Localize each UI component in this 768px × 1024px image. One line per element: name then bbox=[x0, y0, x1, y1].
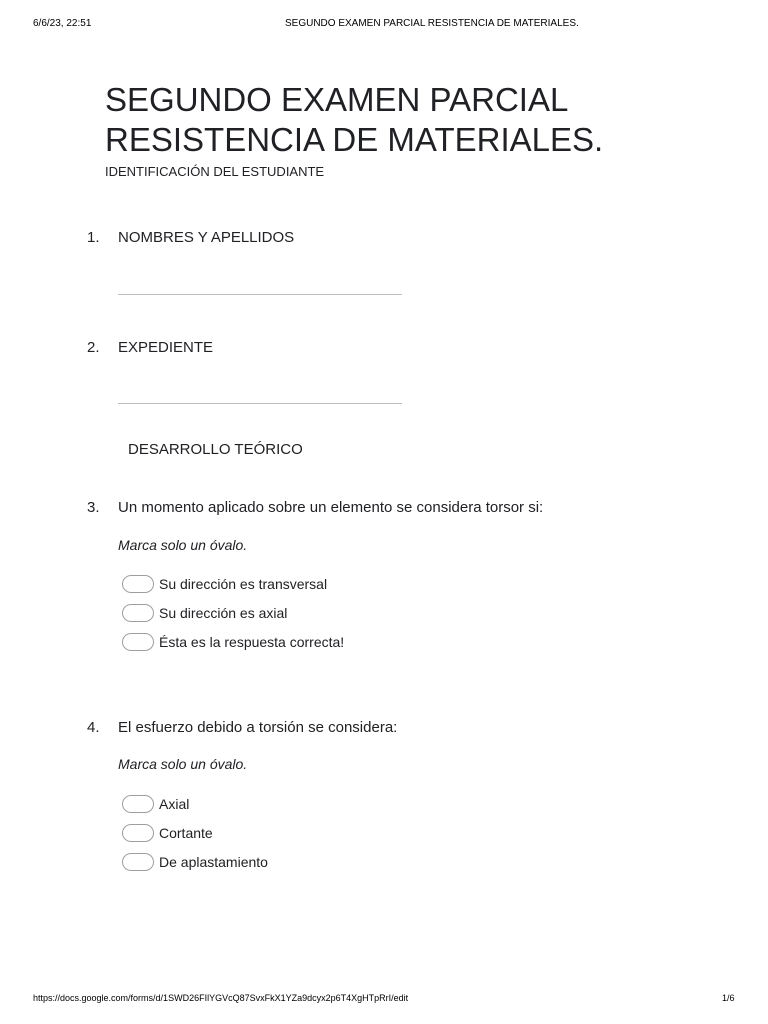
question-number: 3. bbox=[87, 499, 100, 516]
radio-option[interactable] bbox=[122, 604, 287, 622]
option-label: Su dirección es axial bbox=[159, 605, 288, 621]
section-title: DESARROLLO TEÓRICO bbox=[128, 441, 303, 458]
radio-oval-icon[interactable] bbox=[122, 853, 154, 871]
question-number: 2. bbox=[87, 339, 100, 356]
question-number: 4. bbox=[87, 719, 100, 736]
radio-option[interactable] bbox=[122, 633, 344, 651]
print-title: SEGUNDO EXAMEN PARCIAL RESISTENCIA DE MATERIALES. bbox=[285, 18, 579, 29]
radio-oval-icon[interactable] bbox=[122, 575, 154, 593]
option-label: Ésta es la respuesta correcta! bbox=[159, 634, 345, 650]
radio-option[interactable] bbox=[122, 575, 327, 593]
option-label: Axial bbox=[159, 796, 190, 812]
radio-oval-icon[interactable] bbox=[122, 795, 154, 813]
form-subtitle: IDENTIFICACIÓN DEL ESTUDIANTE bbox=[105, 164, 325, 179]
radio-option[interactable] bbox=[122, 853, 268, 871]
option-label: De aplastamiento bbox=[159, 854, 268, 870]
question-1 bbox=[87, 229, 294, 246]
title-line-2: RESISTENCIA DE MATERIALES. bbox=[105, 121, 604, 158]
answer-field-2[interactable] bbox=[118, 403, 402, 404]
answer-field-1[interactable] bbox=[118, 294, 402, 295]
question-text: NOMBRES Y APELLIDOS bbox=[118, 229, 295, 246]
question-4 bbox=[87, 719, 397, 736]
form-title bbox=[105, 80, 603, 160]
question-3 bbox=[87, 499, 543, 516]
question-2 bbox=[87, 339, 213, 356]
option-label: Su dirección es transversal bbox=[159, 576, 328, 592]
question-hint: Marca solo un óvalo. bbox=[118, 537, 248, 553]
radio-oval-icon[interactable] bbox=[122, 604, 154, 622]
question-text: El esfuerzo debido a torsión se considera: bbox=[118, 719, 398, 736]
title-line-1: SEGUNDO EXAMEN PARCIAL bbox=[105, 81, 569, 118]
page-number: 1/6 bbox=[722, 993, 735, 1003]
radio-option[interactable] bbox=[122, 795, 189, 813]
radio-oval-icon[interactable] bbox=[122, 633, 154, 651]
question-text: EXPEDIENTE bbox=[118, 339, 214, 356]
question-hint: Marca solo un óvalo. bbox=[118, 756, 248, 772]
question-number: 1. bbox=[87, 229, 100, 246]
question-text: Un momento aplicado sobre un elemento se considera torsor si: bbox=[118, 499, 544, 516]
radio-oval-icon[interactable] bbox=[122, 824, 154, 842]
print-url: https://docs.google.com/forms/d/1SWD26FIlYGVcQ87SvxFkX1YZa9dcyx2p6T4XgHTpRrI/edit bbox=[33, 993, 409, 1003]
radio-option[interactable] bbox=[122, 824, 213, 842]
option-label: Cortante bbox=[159, 825, 213, 841]
print-datetime: 6/6/23, 22:51 bbox=[33, 18, 92, 29]
